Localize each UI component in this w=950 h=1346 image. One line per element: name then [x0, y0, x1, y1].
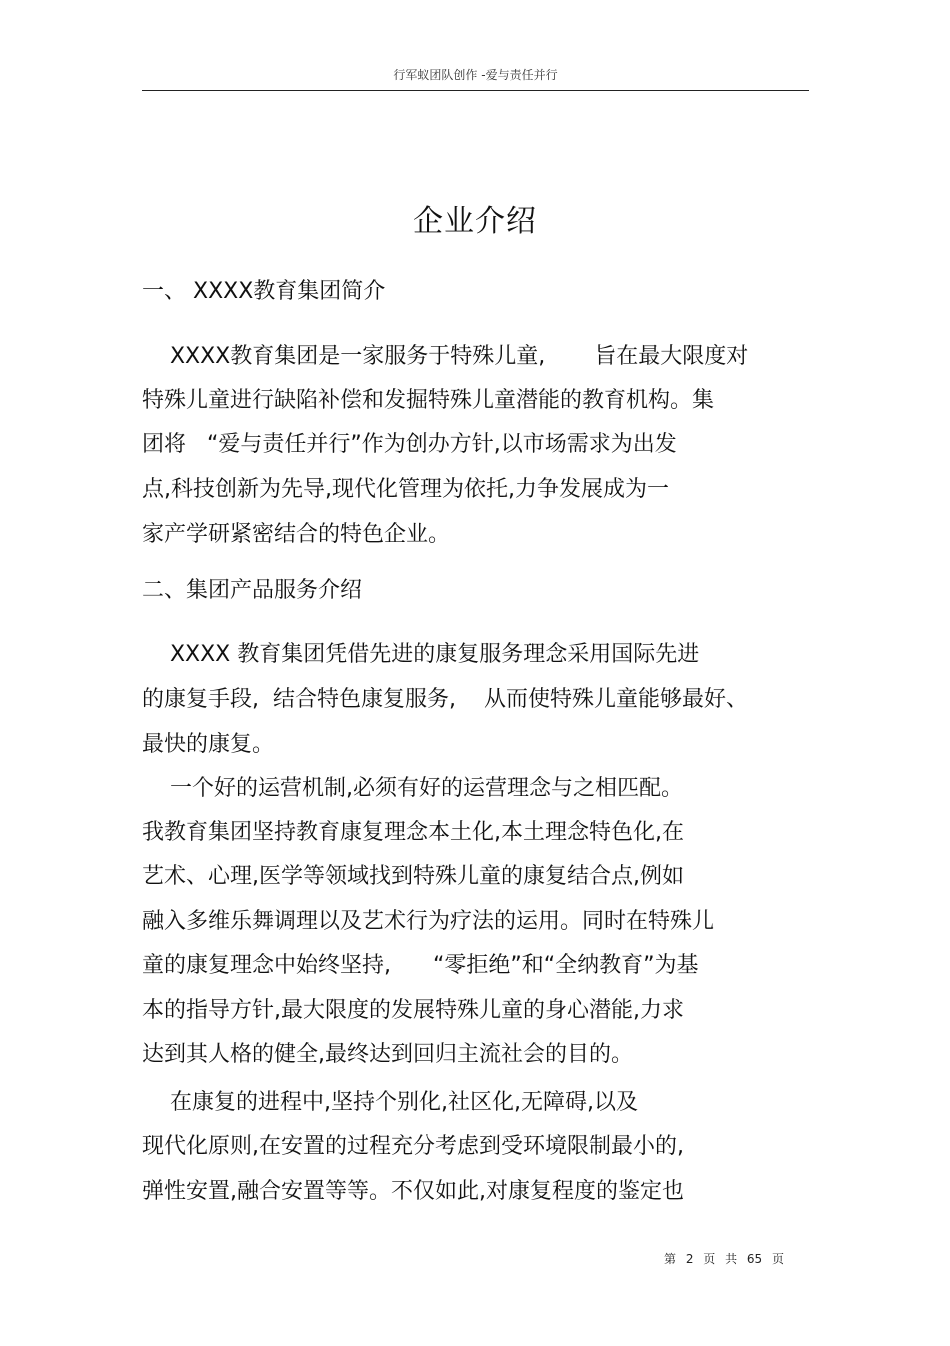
section-2-line: XXXX 教育集团凭借先进的康复服务理念采用国际先进 — [142, 642, 700, 667]
header-rule — [142, 90, 809, 91]
section-2-line: 一个好的运营机制,必须有好的运营理念与之相匹配。 — [142, 776, 683, 801]
page-footer: 第 2 页 共 65 页 — [664, 1252, 784, 1266]
page-title: 企业介绍 — [413, 204, 537, 239]
section-2-line: 我教育集团坚持教育康复理念本土化,本土理念特色化,在 — [142, 820, 684, 845]
section-2-line: 在康复的进程中,坚持个别化,社区化,无障碍,以及 — [142, 1090, 638, 1115]
section-2-line: 现代化原则,在安置的过程充分考虑到受环境限制最小的, — [142, 1134, 684, 1159]
section-1-line: 点,科技创新为先导,现代化管理为依托,力争发展成为一 — [142, 477, 669, 502]
section-1-line: 团将 “爱与责任并行”作为创办方针,以市场需求为出发 — [142, 432, 677, 457]
section-2-line: 艺术、心理,医学等领域找到特殊儿童的康复结合点,例如 — [142, 864, 684, 889]
page-header: 行军蚁团队创作 -爱与责任并行 — [393, 68, 558, 82]
section-1-line: XXXX教育集团是一家服务于特殊儿童, 旨在最大限度对 — [142, 344, 749, 369]
section-2-line: 融入多维乐舞调理以及艺术行为疗法的运用。同时在特殊儿 — [142, 909, 715, 934]
section-1-heading: 一、 XXXX教育集团简介 — [142, 279, 386, 304]
section-2-line: 本的指导方针,最大限度的发展特殊儿童的身心潜能,力求 — [142, 998, 684, 1023]
section-2-line: 达到其人格的健全,最终达到回归主流社会的目的。 — [142, 1042, 633, 1067]
section-1-line: 家产学研紧密结合的特色企业。 — [142, 522, 451, 547]
section-1-line: 特殊儿童进行缺陷补偿和发掘特殊儿童潜能的教育机构。集 — [142, 388, 715, 413]
section-2-line: 童的康复理念中始终坚持, “零拒绝”和“全纳教育”为基 — [142, 953, 699, 978]
section-2-line: 最快的康复。 — [142, 732, 275, 757]
section-2-heading: 二、集团产品服务介绍 — [142, 578, 363, 603]
section-2-line: 的康复手段, 结合特色康复服务, 从而使特殊儿童能够最好、 — [142, 687, 748, 712]
section-2-line: 弹性安置,融合安置等等。不仅如此,对康复程度的鉴定也 — [142, 1179, 684, 1204]
